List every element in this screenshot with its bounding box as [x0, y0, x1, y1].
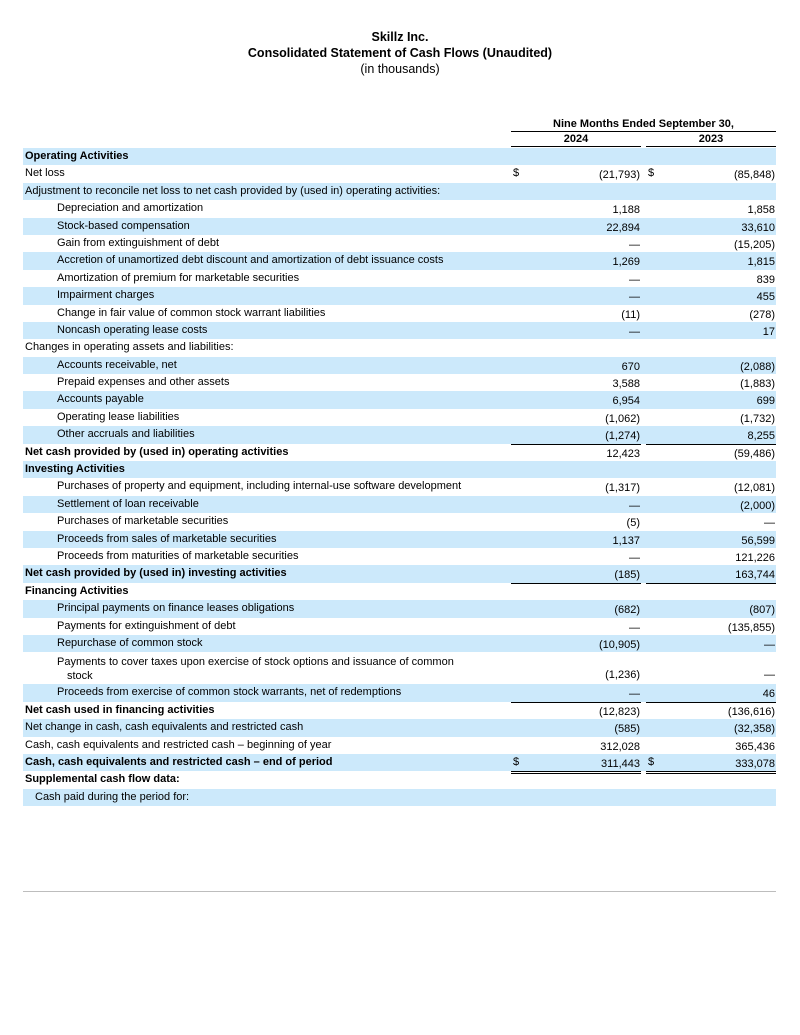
row-label-text: Purchases of property and equipment, including internal-use software development — [57, 480, 462, 493]
value-2024-cell — [511, 719, 641, 736]
value-2023-cell — [646, 357, 776, 374]
row-label — [25, 165, 65, 182]
table-row — [23, 409, 776, 426]
row-label — [35, 789, 189, 806]
value-2023: — — [764, 638, 775, 651]
value-2023: (2,088) — [740, 360, 775, 373]
value-2024: (11) — [621, 308, 640, 321]
year-2024-heading: 2024 — [563, 133, 589, 145]
row-label — [57, 655, 487, 683]
value-2024-cell — [511, 339, 641, 356]
row-label — [57, 600, 294, 617]
value-2023-cell — [646, 531, 776, 548]
value-2024-cell — [511, 357, 641, 374]
value-2023: 121,226 — [735, 551, 775, 564]
row-label-text: Purchases of marketable securities — [57, 515, 229, 528]
value-2024-cell — [511, 252, 641, 269]
row-label — [57, 391, 144, 408]
row-label-text: Net loss — [25, 167, 65, 180]
value-2023: 163,744 — [735, 569, 775, 582]
value-2023-cell — [646, 652, 776, 684]
row-label — [25, 148, 129, 165]
value-2023-cell — [646, 235, 776, 252]
value-2024-cell — [511, 218, 641, 235]
row-label — [57, 357, 177, 374]
value-2023-cell — [646, 565, 776, 583]
table-row — [23, 339, 776, 356]
row-label — [57, 270, 299, 287]
row-label — [57, 374, 229, 391]
value-2023: 455 — [756, 291, 775, 304]
value-2023: 333,078 — [735, 757, 775, 770]
value-2024-cell — [511, 496, 641, 513]
value-2024: 311,443 — [601, 757, 640, 770]
value-2024-cell — [511, 771, 641, 788]
value-2023: (85,848) — [734, 169, 775, 182]
value-2024: (12,823) — [599, 705, 640, 718]
value-2024: (585) — [614, 723, 640, 736]
value-2024: (1,062) — [605, 412, 640, 425]
row-label-text: Payments for extinguishment of debt — [57, 619, 236, 632]
value-2023: (1,732) — [740, 412, 775, 425]
value-2024: 1,137 — [612, 534, 640, 547]
value-2024-cell — [511, 478, 641, 495]
row-label — [57, 305, 325, 322]
value-2024: 12,423 — [606, 447, 640, 460]
table-row — [23, 702, 776, 719]
value-2024-cell — [511, 165, 641, 182]
table-row — [23, 218, 776, 235]
period-heading: Nine Months Ended September 30, — [553, 118, 734, 130]
value-2023-cell — [646, 287, 776, 304]
value-2024-cell — [511, 513, 641, 530]
table-row — [23, 287, 776, 304]
table-row — [23, 391, 776, 408]
value-2023-cell — [646, 218, 776, 235]
table-row — [23, 635, 776, 652]
table-row — [23, 148, 776, 165]
row-label-text: Net cash used in financing activities — [25, 703, 215, 716]
value-2024-cell — [511, 200, 641, 217]
value-2023: 17 — [762, 325, 775, 338]
row-label-text: Noncash operating lease costs — [57, 323, 208, 336]
value-2023: 839 — [756, 273, 775, 286]
value-2023: (15,205) — [734, 238, 775, 251]
row-label — [57, 322, 207, 339]
value-2024: (1,317) — [605, 482, 640, 495]
value-2024: — — [629, 238, 640, 251]
table-row — [23, 684, 776, 701]
row-label-text: Cash, cash equivalents and restricted cash – end of period — [25, 755, 333, 768]
row-label — [57, 235, 219, 252]
value-2024: 6,954 — [612, 395, 640, 408]
value-2024-cell — [511, 618, 641, 635]
value-2023-cell — [646, 719, 776, 736]
value-2023-cell — [646, 478, 776, 495]
value-2023-cell — [646, 305, 776, 322]
value-2024: — — [629, 273, 640, 286]
value-2023-cell — [646, 635, 776, 652]
row-label-text: Changes in operating assets and liabilities: — [25, 341, 234, 354]
row-label-text: Supplemental cash flow data: — [25, 773, 180, 786]
value-2023-cell — [646, 252, 776, 269]
value-2024: — — [629, 291, 640, 304]
dollar-sign: $ — [513, 755, 520, 768]
value-2023: (12,081) — [734, 482, 775, 495]
row-label-text: Operating Activities — [25, 150, 129, 162]
table-row — [23, 478, 776, 495]
cash-flow-table — [23, 148, 776, 806]
value-2024: (5) — [626, 517, 640, 530]
value-2024: — — [629, 551, 640, 564]
value-2023-cell — [646, 771, 776, 788]
year-2023-underline — [646, 146, 776, 147]
value-2023-cell — [646, 409, 776, 426]
row-label — [57, 618, 236, 635]
value-2023-cell — [646, 374, 776, 391]
page-footer-rule — [23, 891, 776, 892]
row-label — [25, 583, 129, 600]
row-label — [57, 548, 298, 565]
row-label-text: Impairment charges — [57, 289, 155, 302]
value-2024-cell — [511, 684, 641, 702]
value-2023-cell — [646, 183, 776, 200]
table-row — [23, 374, 776, 391]
table-row — [23, 737, 776, 754]
row-label-text: Accounts receivable, net — [57, 358, 177, 371]
value-2023-cell — [646, 513, 776, 530]
row-label — [25, 565, 287, 582]
value-2024-cell — [511, 270, 641, 287]
row-label — [57, 478, 461, 495]
row-label — [57, 200, 203, 217]
table-row — [23, 513, 776, 530]
row-label-text: Repurchase of common stock — [57, 636, 203, 649]
value-2023: 365,436 — [735, 740, 775, 753]
row-label-text: Principal payments on finance leases obligations — [57, 602, 295, 615]
value-2024-cell — [511, 409, 641, 426]
value-2024-cell — [511, 444, 641, 462]
row-label-text: Depreciation and amortization — [57, 202, 204, 215]
row-label — [57, 684, 401, 701]
value-2024-cell — [511, 322, 641, 339]
company-name: Skillz Inc. — [371, 30, 429, 44]
value-2024: — — [629, 688, 640, 701]
value-2024-cell — [511, 426, 641, 444]
value-2024-cell — [511, 565, 641, 583]
table-row — [23, 305, 776, 322]
row-label-text: Prepaid expenses and other assets — [57, 376, 230, 389]
row-label — [57, 218, 190, 235]
row-label-text: Proceeds from sales of marketable securities — [57, 532, 277, 545]
value-2023-cell — [646, 444, 776, 462]
table-row — [23, 357, 776, 374]
value-2023: 56,599 — [741, 534, 775, 547]
row-label — [57, 531, 276, 548]
value-2023-cell — [646, 548, 776, 566]
row-label — [25, 719, 303, 736]
year-2024-underline — [511, 146, 641, 147]
table-row — [23, 183, 776, 200]
value-2023: (135,855) — [727, 621, 775, 634]
value-2023: (32,358) — [734, 723, 775, 736]
value-2023-cell — [646, 684, 776, 702]
value-2023-cell — [646, 391, 776, 408]
value-2024: (10,905) — [599, 638, 640, 651]
table-row — [23, 618, 776, 635]
value-2023-cell — [646, 148, 776, 165]
table-row — [23, 200, 776, 217]
table-row — [23, 754, 776, 771]
value-2024-cell — [511, 548, 641, 566]
table-row — [23, 270, 776, 287]
value-2024: — — [629, 621, 640, 634]
value-2024-cell — [511, 635, 641, 652]
value-2023-cell — [646, 600, 776, 617]
row-label — [57, 513, 228, 530]
row-label — [25, 461, 125, 478]
value-2023: — — [764, 669, 775, 682]
row-label-text: Settlement of loan receivable — [57, 497, 199, 510]
dollar-sign: $ — [513, 167, 520, 180]
value-2024-cell — [511, 652, 641, 684]
table-row — [23, 548, 776, 565]
row-label — [57, 635, 203, 652]
row-label-text: Payments to cover taxes upon exercise of stock options and issuance of common — [57, 656, 454, 669]
value-2024-cell — [511, 391, 641, 408]
table-row — [23, 496, 776, 513]
row-label — [57, 252, 443, 269]
value-2024: 312,028 — [600, 740, 640, 753]
table-row — [23, 444, 776, 461]
value-2023-cell — [646, 737, 776, 755]
value-2023-cell — [646, 426, 776, 444]
row-label-text: Stock-based compensation — [57, 219, 190, 232]
value-2024: — — [629, 499, 640, 512]
row-label-text: Amortization of premium for marketable securities — [57, 271, 300, 284]
value-2023: 699 — [756, 395, 775, 408]
value-2023: 1,815 — [747, 256, 775, 269]
value-2024-cell — [511, 702, 641, 720]
value-2024-cell — [511, 305, 641, 322]
value-2023-cell — [646, 165, 776, 182]
statement-header — [0, 29, 800, 77]
table-row — [23, 583, 776, 600]
value-2024-cell — [511, 148, 641, 165]
row-label — [25, 444, 288, 461]
value-2024-cell — [511, 183, 641, 200]
row-label — [57, 426, 195, 443]
value-2023-cell — [646, 339, 776, 356]
value-2023-cell — [646, 618, 776, 635]
table-row — [23, 719, 776, 736]
dollar-sign: $ — [648, 167, 655, 180]
value-2024-cell — [511, 583, 641, 600]
value-2024: (1,274) — [605, 430, 640, 443]
row-label — [25, 754, 332, 771]
row-label-text: Gain from extinguishment of debt — [57, 236, 220, 249]
row-label — [25, 737, 331, 754]
row-label — [57, 496, 199, 513]
row-label — [25, 183, 440, 200]
value-2023: (278) — [749, 308, 775, 321]
value-2023: 1,858 — [747, 204, 775, 217]
value-2023: (2,000) — [740, 499, 775, 512]
table-row — [23, 565, 776, 582]
row-label-text: Investing Activities — [25, 463, 125, 476]
value-2024: (185) — [614, 569, 640, 582]
value-2023-cell — [646, 702, 776, 720]
row-label-text: Other accruals and liabilities — [57, 428, 195, 441]
row-label-text: Proceeds from maturities of marketable securities — [57, 549, 299, 562]
value-2023: 33,610 — [741, 221, 775, 234]
year-2023-heading: 2023 — [698, 133, 724, 145]
value-2024-cell — [511, 531, 641, 548]
table-row — [23, 165, 776, 182]
value-2024: (1,236) — [605, 669, 640, 682]
dollar-sign: $ — [648, 755, 655, 768]
value-2024: — — [629, 325, 640, 338]
row-label-text: Change in fair value of common stock warrant liabilities — [57, 306, 326, 319]
value-2023: (1,883) — [740, 378, 775, 391]
row-label-text: Cash paid during the period for: — [35, 790, 190, 803]
value-2024: 3,588 — [612, 378, 640, 391]
value-2023-cell — [646, 496, 776, 513]
period-underline — [511, 131, 776, 132]
value-2024: (682) — [614, 604, 640, 617]
table-row — [23, 600, 776, 617]
statement-title: Consolidated Statement of Cash Flows (Unaudited) — [247, 46, 553, 60]
row-label-text: Net cash provided by (used in) operating activities — [25, 445, 289, 458]
value-2024: 1,188 — [612, 204, 640, 217]
value-2023: — — [764, 517, 775, 530]
table-row — [23, 652, 776, 684]
table-row — [23, 771, 776, 788]
row-label — [25, 771, 180, 788]
value-2024: (21,793) — [599, 169, 640, 182]
row-label-text: Financing Activities — [25, 584, 129, 597]
value-2023: (136,616) — [727, 705, 775, 718]
value-2023-cell — [646, 200, 776, 217]
value-2024-cell — [511, 737, 641, 755]
value-2024: 670 — [621, 360, 640, 373]
table-row — [23, 461, 776, 478]
value-2023: (807) — [749, 604, 775, 617]
value-2024-cell — [511, 789, 641, 806]
value-2024-cell — [511, 600, 641, 617]
table-row — [23, 322, 776, 339]
row-label-continuation: stock — [67, 670, 93, 683]
table-row — [23, 531, 776, 548]
value-2024: 22,894 — [606, 221, 640, 234]
value-2023-cell — [646, 461, 776, 478]
row-label-text: Accounts payable — [57, 393, 144, 406]
row-label-text: Proceeds from exercise of common stock warrants, net of redemptions — [57, 686, 402, 699]
row-label-text: Net cash provided by (used in) investing activities — [25, 567, 287, 580]
row-label-text: Operating lease liabilities — [57, 410, 180, 423]
value-2023: (59,486) — [734, 447, 775, 460]
value-2023: 46 — [762, 688, 775, 701]
row-label — [25, 339, 234, 356]
value-2023-cell — [646, 583, 776, 600]
row-label — [57, 287, 154, 304]
value-2024-cell — [511, 461, 641, 478]
value-2023-cell — [646, 789, 776, 806]
value-2024: 1,269 — [612, 256, 640, 269]
units-note: (in thousands) — [360, 62, 440, 76]
row-label-text: Adjustment to reconcile net loss to net cash provided by (used in) operating activities: — [25, 184, 441, 197]
table-row — [23, 426, 776, 443]
row-label-text: Net change in cash, cash equivalents and restricted cash — [25, 721, 304, 734]
value-2023-cell — [646, 322, 776, 339]
value-2023-cell — [646, 270, 776, 287]
row-label — [25, 702, 215, 719]
value-2023: 8,255 — [747, 430, 775, 443]
row-label — [57, 409, 179, 426]
table-row — [23, 789, 776, 806]
value-2024-cell — [511, 235, 641, 252]
value-2024-cell — [511, 287, 641, 304]
value-2024-cell — [511, 374, 641, 391]
row-label-text: Accretion of unamortized debt discount and amortization of debt issuance costs — [57, 254, 444, 267]
row-label-text: Cash, cash equivalents and restricted cash – beginning of year — [25, 738, 332, 751]
table-row — [23, 252, 776, 269]
table-row — [23, 235, 776, 252]
